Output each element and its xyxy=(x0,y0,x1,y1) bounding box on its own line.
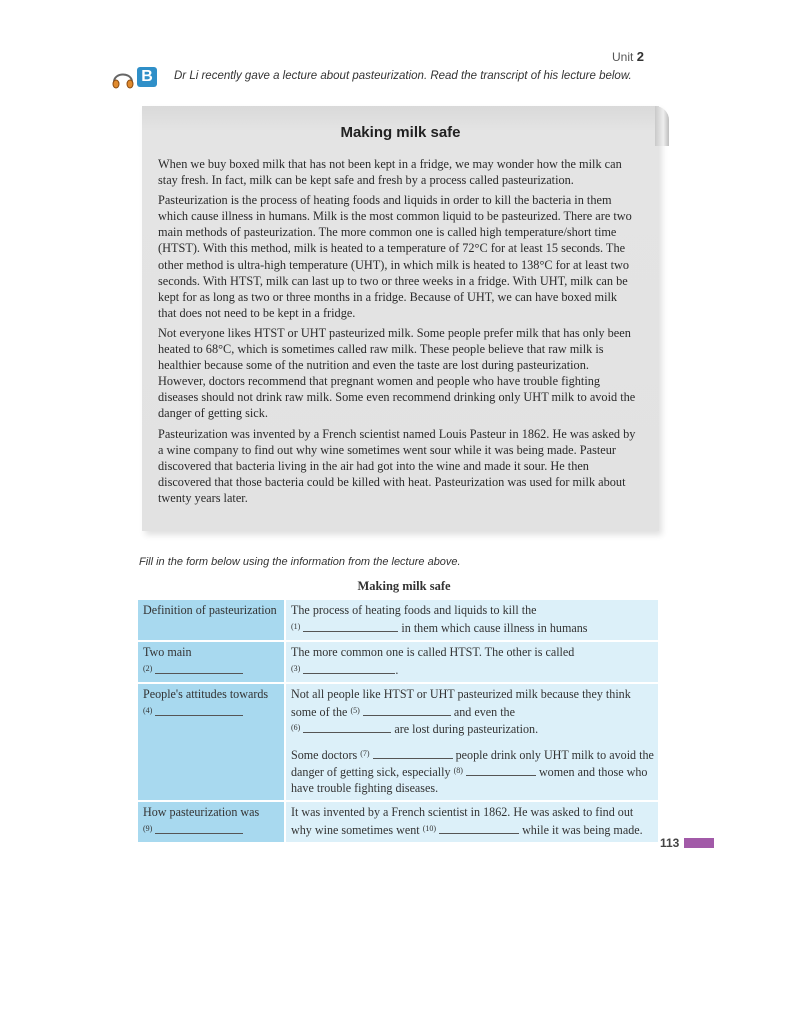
form-text: Not all people like HTST or UHT pasteurized milk because they think some of the xyxy=(291,687,631,719)
answer-blank-8[interactable] xyxy=(466,765,536,776)
form-row xyxy=(138,641,658,683)
form-text: . xyxy=(395,662,399,677)
unit-word: Unit xyxy=(612,50,634,64)
answer-blank-2[interactable] xyxy=(155,663,243,674)
unit-number: 2 xyxy=(636,49,644,64)
form-row xyxy=(138,683,658,801)
form-row xyxy=(138,600,658,641)
form-label: Two main xyxy=(143,645,192,659)
form-text: are lost during pasteurization. xyxy=(394,722,539,736)
blank-number: (10) xyxy=(422,823,437,833)
headphones-icon xyxy=(110,66,136,92)
answer-blank-6[interactable] xyxy=(303,722,391,733)
form-label-cell xyxy=(138,801,285,843)
answer-blank-7[interactable] xyxy=(373,748,453,759)
transcript-body xyxy=(158,156,638,510)
form-text: while it was being made. xyxy=(522,822,643,837)
form-text: It was invented by a French scientist in 1862. He was asked to find out why wine sometimes went xyxy=(291,805,634,837)
blank-number: (2) xyxy=(143,663,153,673)
form-label: People's attitudes towards xyxy=(143,687,269,701)
form-text: and even the xyxy=(453,704,515,719)
page-number: 113 xyxy=(660,836,680,850)
form-text: women and those who have trouble fighting diseases. xyxy=(291,765,648,795)
form-label: How pasteurization was xyxy=(143,805,260,819)
form-text: The process of heating foods and liquids to kill the xyxy=(291,603,537,617)
answer-blank-1[interactable] xyxy=(303,621,398,632)
transcript-title: Making milk safe xyxy=(340,124,461,141)
transcript-paragraph: Pasteurization was invented by a French scientist named Louis Pasteur in 1862. He was asked by a wine company to find out why wine sometimes went sour while it was being made. Pasteur discovered that bacteria living in the air had got into the wine and made it sour. He then discovered that those bacteria could be killed with heat. Pasteurization was used for milk about twenty years later. xyxy=(158,426,636,505)
form-content-cell xyxy=(285,600,658,641)
answer-blank-9[interactable] xyxy=(155,823,243,834)
blank-number: (3) xyxy=(291,663,301,673)
page-accent-bar xyxy=(684,838,714,848)
blank-number: (4) xyxy=(143,705,153,715)
section-intro: Dr Li recently gave a lecture about pasteurization. Read the transcript of his lecture below. xyxy=(174,70,632,82)
form-content-cell xyxy=(285,641,658,683)
form-title: Making milk safe xyxy=(357,579,451,593)
form-label-cell xyxy=(138,683,285,801)
form-text: Some doctors xyxy=(291,747,358,762)
fill-in-form xyxy=(138,600,658,844)
section-badge: B xyxy=(137,67,157,87)
unit-label xyxy=(612,49,644,64)
blank-number: (6) xyxy=(291,723,301,732)
transcript-paragraph: When we buy boxed milk that has not been kept in a fridge, we may wonder how the milk can stay fresh. In fact, milk can be kept safe and fresh by a process called pasteurization. xyxy=(158,157,622,188)
form-label-cell xyxy=(138,600,285,641)
blank-number: (5) xyxy=(350,705,360,715)
form-text: The more common one is called HTST. The other is called xyxy=(291,645,575,659)
form-content-cell xyxy=(285,801,658,843)
answer-blank-3[interactable] xyxy=(303,663,395,674)
form-row xyxy=(138,801,658,843)
transcript-paragraph: Pasteurization is the process of heating foods and liquids in order to kill the bacteria in them which cause illness in humans. Milk is the most common liquid to be pasteurized. There are two main methods of pasteurization. The more common one is called high temperature/short time (HTST). With this method, milk is heated to a temperature of 72°C for at least 15 seconds. The other method is ultra-high temperature (UHT), in which milk is heated to 138°C for at least two seconds. With HTST, milk can last up to two or three weeks in a fridge. With UHT, milk can be kept for as long as two or three months in a fridge. Because of UHT, we can have boxed milk that does not need to be kept in a fridge. xyxy=(158,193,632,320)
transcript-paragraph: Not everyone likes HTST or UHT pasteurized milk. Some people prefer milk that has only been heated to 68°C, which is sometimes called raw milk. These people believe that raw milk is healthier because some of the nutrition and even the taste are lost during pasteurization. However, doctors recommend that pregnant women and people who have trouble fighting diseases should not drink raw milk. Some even recommend drinking only UHT milk to avoid the danger of getting sick. xyxy=(158,325,636,421)
form-label-cell xyxy=(138,641,285,683)
form-text: people drink only UHT milk to avoid the danger of getting sick, especially xyxy=(291,747,654,779)
form-content-cell xyxy=(285,683,658,801)
form-subparagraph xyxy=(291,746,654,797)
blank-number: (8) xyxy=(453,766,463,775)
form-label: Definition of pasteurization xyxy=(143,603,277,617)
answer-blank-10[interactable] xyxy=(439,823,519,834)
answer-blank-4[interactable] xyxy=(155,705,243,716)
form-text: in them which cause illness in humans xyxy=(401,620,588,635)
blank-number: (9) xyxy=(143,823,153,833)
transcript-panel xyxy=(142,106,659,531)
answer-blank-5[interactable] xyxy=(363,705,451,716)
blank-number: (7) xyxy=(360,748,370,758)
blank-number: (1) xyxy=(291,621,301,631)
form-instruction: Fill in the form below using the information from the lecture above. xyxy=(139,556,461,568)
